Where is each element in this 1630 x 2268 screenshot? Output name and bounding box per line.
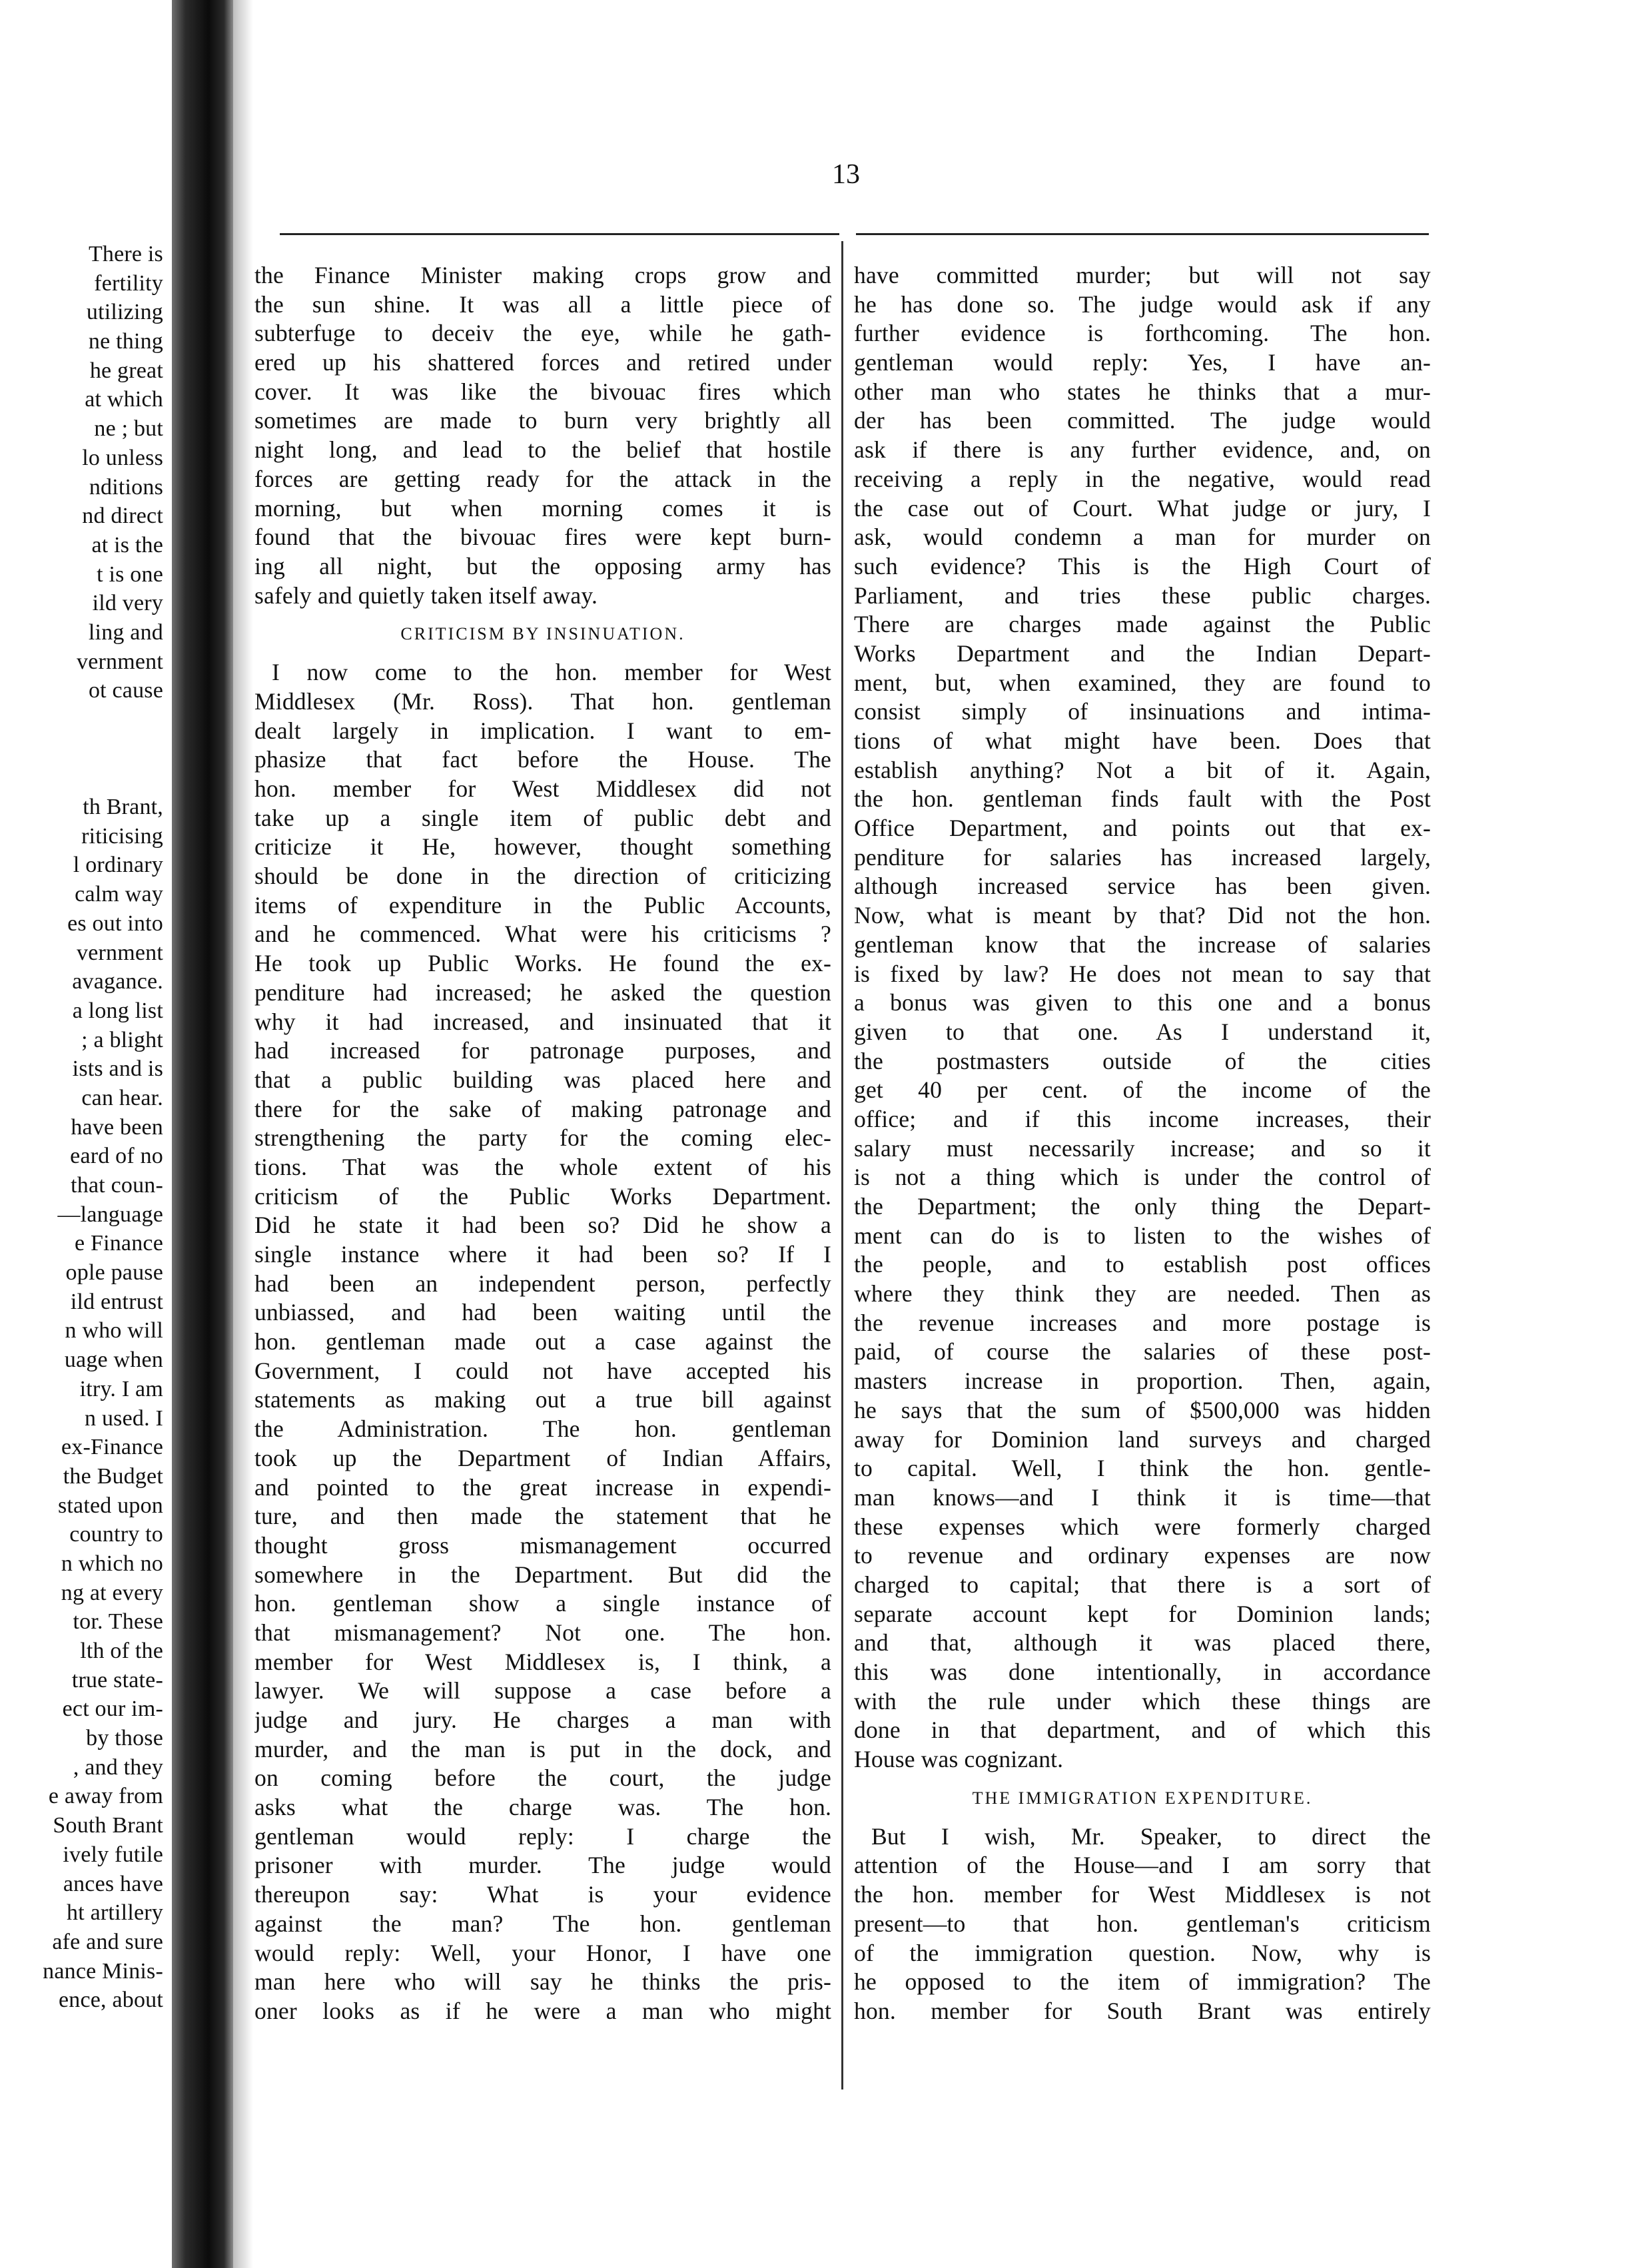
header-rule-left: [280, 233, 839, 235]
text-line: masters increase in proportion. Then, again,: [854, 1367, 1431, 1395]
text-line: he great: [89, 358, 163, 383]
page-number: 13: [832, 159, 860, 190]
text-line: hon. gentleman show a single instance of: [254, 1590, 831, 1617]
paragraph: [254, 261, 831, 610]
text-line: and pointed to the great increase in expendi-: [254, 1473, 831, 1501]
text-line: away for Dominion land surveys and charged: [854, 1425, 1431, 1453]
text-line: dealt largely in implication. I want to em-: [254, 717, 831, 744]
paragraph: [254, 658, 831, 2026]
column-divider: [841, 241, 843, 2089]
text-line: that a public building was placed here and: [254, 1066, 831, 1093]
text-line: asks what the charge was. The hon.: [254, 1794, 831, 1821]
text-line: ex-Finance: [61, 1435, 163, 1460]
text-line: ment, but, when examined, they are found to: [854, 669, 1431, 696]
text-line: avagance.: [72, 969, 163, 994]
text-line: morning, but when morning comes it is: [254, 494, 831, 522]
text-line: Office Department, and points out that ex-: [854, 815, 1431, 842]
text-line: lth of the: [80, 1639, 163, 1663]
text-line: [0, 763, 163, 793]
text-line: had increased for patronage purposes, and: [254, 1037, 831, 1064]
text-line: true state-: [71, 1667, 163, 1693]
text-line: would reply: Well, your Honor, I have one: [254, 1939, 831, 1966]
text-line: n who will: [65, 1318, 163, 1343]
text-line: single instance where it had been so? If I: [254, 1241, 831, 1268]
text-line: But I wish, Mr. Speaker, to direct the: [871, 1822, 1431, 1850]
text-column-1: [254, 261, 831, 2026]
text-line: hon. member for West Middlesex did not: [254, 775, 831, 802]
text-line: forces are getting ready for the attack in the: [254, 465, 831, 492]
text-line: that mismanagement? Not one. The hon.: [254, 1619, 831, 1646]
text-line: ne thing: [88, 329, 163, 354]
section-heading: THE IMMIGRATION EXPENDITURE.: [972, 1788, 1313, 1808]
book-gutter: [172, 0, 233, 2268]
text-line: tor. These: [73, 1609, 163, 1635]
text-line: can hear.: [81, 1085, 163, 1110]
text-line: he opposed to the item of immigration? The: [854, 1968, 1431, 1996]
text-line: safely and quietly taken itself away.: [254, 581, 598, 609]
text-line: is not a thing which is under the control of: [854, 1164, 1431, 1191]
text-line: night long, and lead to the belief that hostile: [254, 436, 831, 464]
text-line: lawyer. We will suppose a case before a: [254, 1677, 831, 1704]
text-line: country to: [69, 1522, 163, 1547]
text-line: ances have: [63, 1871, 163, 1896]
text-line: ect our im-: [62, 1697, 163, 1722]
text-line: of the immigration question. Now, why is: [854, 1939, 1431, 1966]
text-line: riticising: [81, 823, 163, 849]
text-line: at is the: [91, 532, 163, 558]
text-line: strengthening the party for the coming elec-: [254, 1124, 831, 1152]
text-line: ild entrust: [70, 1289, 163, 1314]
text-line: ne ; but: [94, 416, 163, 442]
text-line: charged to capital; that there is a sort of: [854, 1571, 1431, 1598]
text-line: ng at every: [61, 1580, 163, 1605]
text-line: Works Department and the Indian Depart-: [854, 639, 1431, 667]
header-rule-right: [856, 233, 1429, 235]
text-line: He took up Public Works. He found the ex-: [254, 950, 831, 977]
text-line: penditure had increased; he asked the question: [254, 978, 831, 1006]
text-line: Did he state it had been so? Did he show a: [254, 1212, 831, 1239]
text-line: the sun shine. It was all a little piece of: [254, 290, 831, 318]
text-line: ild very: [92, 591, 163, 616]
text-line: man knows—and I think it is time—that: [854, 1483, 1431, 1511]
text-line: ment can do is to listen to the wishes of: [854, 1222, 1431, 1249]
text-line: tions of what might have been. Does that: [854, 727, 1431, 754]
text-line: South Brant: [53, 1813, 163, 1838]
text-line: ture, and then made the statement that he: [254, 1503, 831, 1530]
text-line: stated upon: [57, 1493, 163, 1518]
text-line: somewhere in the Department. But did the: [254, 1561, 831, 1588]
text-line: cover. It was like the bivouac fires which: [254, 378, 831, 405]
facing-page-fragment: [0, 240, 163, 2171]
text-line: ling and: [88, 619, 163, 645]
text-line: gentleman would reply: I charge the: [254, 1822, 831, 1850]
text-line: statements as making out a true bill against: [254, 1386, 831, 1413]
text-line: [0, 735, 163, 764]
text-line: the Administration. The hon. gentleman: [254, 1415, 831, 1443]
text-line: lo unless: [82, 445, 163, 470]
text-line: that coun-: [71, 1173, 163, 1198]
text-line: consist simply of insinuations and intima-: [854, 698, 1431, 725]
text-line: I now come to the hon. member for West: [272, 659, 831, 686]
text-line: a bonus was given to this one and a bonus: [854, 989, 1431, 1016]
text-line: ively futile: [63, 1842, 163, 1867]
text-line: gentleman know that the increase of salaries: [854, 931, 1431, 958]
text-line: thought gross mismanagement occurred: [254, 1531, 831, 1559]
text-line: although increased service has been given.: [854, 873, 1431, 900]
text-line: items of expenditure in the Public Accounts,: [254, 891, 831, 919]
gutter-shadow: [233, 0, 253, 2268]
paragraph: [854, 1822, 1431, 2026]
text-line: penditure for salaries has increased largely,: [854, 843, 1431, 871]
text-line: these expenses which were formerly charged: [854, 1513, 1431, 1540]
text-line: itry. I am: [79, 1376, 163, 1401]
text-line: other man who states he thinks that a mur-: [854, 378, 1431, 405]
text-line: found that the bivouac fires were kept burn-: [254, 524, 831, 551]
text-line: given to that one. As I understand it,: [854, 1018, 1431, 1045]
text-line: ing all night, but the opposing army has: [254, 552, 831, 579]
text-line: took up the Department of Indian Affairs,: [254, 1444, 831, 1471]
text-line: nditions: [89, 474, 163, 500]
text-line: take up a single item of public debt and: [254, 804, 831, 831]
text-line: subterfuge to deceiv the eye, while he gath-: [254, 320, 831, 347]
text-line: man here who will say he thinks the pris-: [254, 1968, 831, 1996]
text-line: There is: [88, 242, 163, 266]
text-line: der has been committed. The judge would: [854, 407, 1431, 434]
text-line: ask, would condemn a man for murder on: [854, 524, 1431, 551]
text-line: eard of no: [70, 1144, 163, 1169]
text-line: why it had increased, and insinuated that it: [254, 1008, 831, 1035]
text-line: a long list: [72, 998, 163, 1023]
text-line: ht artillery: [67, 1900, 163, 1926]
text-line: the people, and to establish post offices: [854, 1251, 1431, 1278]
text-line: done in that department, and of which this: [854, 1716, 1431, 1744]
section-heading: CRITICISM BY INSINUATION.: [400, 624, 685, 644]
text-line: Government, I could not have accepted his: [254, 1357, 831, 1384]
text-line: the hon. member for West Middlesex is not: [854, 1881, 1431, 1908]
text-line: get 40 per cent. of the income of the: [854, 1076, 1431, 1104]
text-line: murder, and the man is put in the dock, and: [254, 1735, 831, 1762]
text-line: n which no: [61, 1551, 163, 1576]
text-line: nd direct: [82, 504, 163, 529]
text-line: judge and jury. He charges a man with: [254, 1706, 831, 1733]
text-line: receiving a reply in the negative, would read: [854, 465, 1431, 492]
text-line: with the rule under which these things are: [854, 1687, 1431, 1714]
text-line: had been an independent person, perfectly: [254, 1270, 831, 1297]
text-line: phasize that fact before the House. The: [254, 746, 831, 773]
text-line: prisoner with murder. The judge would: [254, 1852, 831, 1879]
text-line: and he commenced. What were his criticisms ?: [254, 921, 831, 948]
text-line: the revenue increases and more postage is: [854, 1309, 1431, 1336]
text-line: where they think they are needed. Then as: [854, 1280, 1431, 1308]
text-line: th Brant,: [83, 795, 163, 820]
text-line: paid, of course the salaries of these post-: [854, 1338, 1431, 1365]
text-line: by those: [86, 1726, 163, 1751]
text-line: l ordinary: [73, 853, 163, 878]
text-line: against the man? The hon. gentleman: [254, 1910, 831, 1937]
text-line: , and they: [73, 1754, 163, 1780]
text-line: to capital. Well, I think the hon. gentle-: [854, 1455, 1431, 1482]
text-line: oner looks as if he were a man who might: [254, 1997, 831, 2024]
text-line: should be done in the direction of criticizing: [254, 863, 831, 890]
text-line: tions. That was the whole extent of his: [254, 1153, 831, 1180]
text-line: this was done intentionally, in accordance: [854, 1659, 1431, 1685]
text-line: such evidence? This is the High Court of: [854, 552, 1431, 579]
text-line: the hon. gentleman finds fault with the Post: [854, 785, 1431, 813]
text-line: thereupon say: What is your evidence: [254, 1881, 831, 1908]
text-line: Now, what is meant by that? Did not the hon.: [854, 902, 1431, 929]
text-line: utilizing: [86, 300, 163, 325]
text-line: vernment: [77, 940, 163, 965]
text-line: office; and if this income increases, their: [854, 1105, 1431, 1132]
text-line: ; a blight: [81, 1027, 163, 1052]
text-line: hon. gentleman made out a case against the: [254, 1328, 831, 1355]
text-line: ence, about: [58, 1988, 163, 2013]
text-line: further evidence is forthcoming. The hon.: [854, 320, 1431, 347]
text-line: hon. member for South Brant was entirely: [854, 1997, 1431, 2024]
text-column-2: [854, 261, 1431, 2026]
text-line: fertility: [94, 270, 163, 296]
text-line: is fixed by law? He does not mean to say that: [854, 960, 1431, 987]
text-line: nance Minis-: [43, 1958, 163, 1984]
text-line: ask if there is any further evidence, and, on: [854, 436, 1431, 464]
text-line: ered up his shattered forces and retired under: [254, 349, 831, 376]
text-line: criticize it He, however, thought something: [254, 833, 831, 861]
text-line: uage when: [64, 1347, 163, 1373]
text-line: present—to that hon. gentleman's criticism: [854, 1910, 1431, 1937]
text-line: he has done so. The judge would ask if any: [854, 290, 1431, 318]
text-line: criticism of the Public Works Department.: [254, 1182, 831, 1210]
text-line: to revenue and ordinary expenses are now: [854, 1542, 1431, 1569]
text-line: vernment: [77, 649, 163, 674]
text-line: the case out of Court. What judge or jury, I: [854, 494, 1431, 522]
text-line: the postmasters outside of the cities: [854, 1047, 1431, 1074]
text-line: the Department; the only thing the Depart-: [854, 1193, 1431, 1220]
text-line: calm way: [75, 882, 163, 907]
text-line: There are charges made against the Public: [854, 611, 1431, 638]
text-line: e Finance: [74, 1231, 163, 1256]
text-line: t is one: [97, 562, 163, 587]
text-line: es out into: [67, 911, 163, 936]
text-line: establish anything? Not a bit of it. Again,: [854, 756, 1431, 783]
text-line: e away from: [48, 1784, 163, 1809]
text-line: sometimes are made to burn very brightly all: [254, 407, 831, 434]
text-line: ot cause: [88, 678, 163, 703]
text-line: Parliament, and tries these public charges.: [854, 581, 1431, 609]
text-line: ists and is: [72, 1056, 163, 1082]
text-line: the Finance Minister making crops grow and: [254, 262, 831, 288]
text-line: separate account kept for Dominion lands;: [854, 1600, 1431, 1627]
text-line: ople pause: [65, 1260, 163, 1286]
text-line: have committed murder; but will not say: [854, 262, 1431, 288]
text-line: member for West Middlesex is, I think, a: [254, 1648, 831, 1675]
text-line: he says that the sum of $500,000 was hidden: [854, 1396, 1431, 1423]
text-line: salary must necessarily increase; and so it: [854, 1134, 1431, 1162]
text-line: gentleman would reply: Yes, I have an-: [854, 349, 1431, 376]
text-line: and that, although it was placed there,: [854, 1629, 1431, 1657]
text-line: n used. I: [85, 1405, 163, 1431]
text-line: the Budget: [63, 1463, 163, 1489]
text-line: Middlesex (Mr. Ross). That hon. gentleman: [254, 687, 831, 715]
paragraph: [854, 261, 1431, 1774]
text-line: attention of the House—and I am sorry that: [854, 1852, 1431, 1879]
text-line: afe and sure: [52, 1929, 163, 1954]
text-line: unbiassed, and had been waiting until the: [254, 1299, 831, 1326]
text-line: House was cognizant.: [854, 1746, 1064, 1773]
text-line: [0, 705, 163, 735]
text-line: there for the sake of making patronage and: [254, 1095, 831, 1122]
text-line: have been: [71, 1114, 163, 1140]
text-line: —language: [57, 1202, 163, 1227]
text-line: on coming before the court, the judge: [254, 1764, 831, 1792]
text-line: at which: [85, 387, 163, 412]
